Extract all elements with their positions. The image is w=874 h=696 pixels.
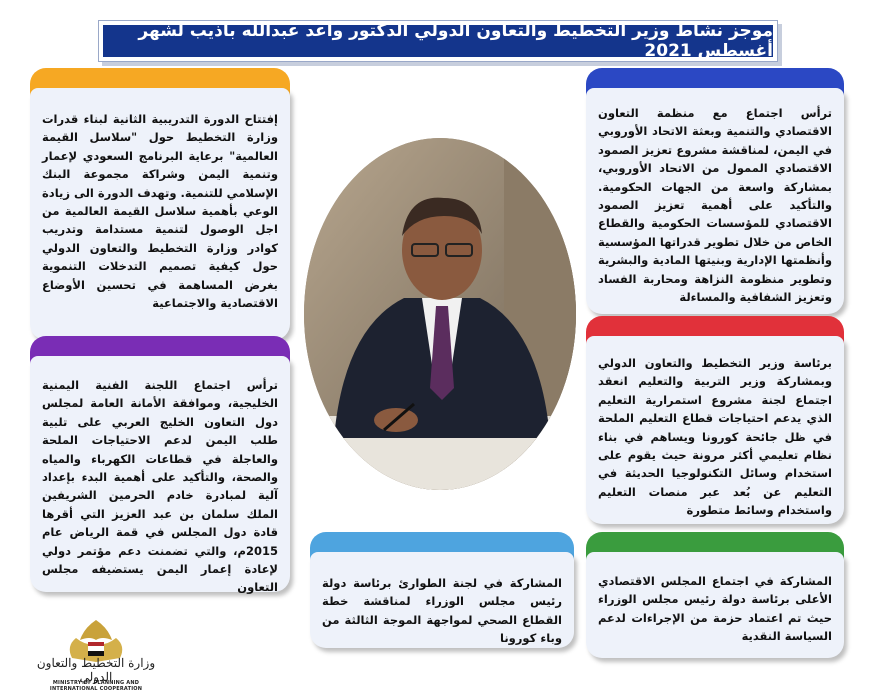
card-economic-council <box>586 532 844 658</box>
card-oecd-eu-text: ترأس اجتماع مع منظمة التعاون الاقتصادي والتنمية وبعثة الاتحاد الأوروبي في اليمن، لمناقشة مشروع تعزيز الصمود الاقتصادي الممول من الاتحاد الأوروبي، بمشاركة واسعة من الجهات الحكومية. والتأكيد على أهمية تعزيز الصمود الاقتصادي للمؤسسات الحكومية والقطاع الخاص من خلال تطوير قدراتها المؤسسية وأنظمتها الإدارية وبنيتها المادية والبشرية وتطوير منظومة النزاهة ومحاربة الفساد وتعزيز الشفافية والمساءلة <box>586 88 844 314</box>
card-education <box>586 316 844 524</box>
card-training-text: إفتتاح الدورة التدريبية الثانية لبناء قدرات وزارة التخطيط حول "سلاسل القيمة العالمية" برعاية البرنامج السعودي لإعمار وتنمية اليمن وشراكة مجموعة البنك الإسلامي للتنمية. وتهدف الدورة الى زيادة الوعي بأهمية سلاسل القيمة العالمية من اجل الوصول لتنمية مستدامة وتدريب كوادر وزارة التخطيط والتعاون الدولي حول كيفية تصميم التدخلات التنموية بغرض المساهمة في تحسين الأوضاع الاقتصادية والاجتماعية <box>30 88 290 340</box>
ministry-name-arabic: وزارة التخطيط والتعاون الدولي <box>36 656 156 684</box>
card-emergency <box>310 532 574 648</box>
ministry-name-english: MINISTRY OF PLANNING AND INTERNATIONAL COOPERATION <box>49 680 143 692</box>
card-gulf <box>30 336 290 595</box>
card-education-text: برئاسة وزير التخطيط والتعاون الدولي وبمشاركة وزير التربية والتعليم انعقد اجتماع لجنة مشروع استمرارية التعليم الذي يدعم احتياجات قطاع التعليم الملحة في ظل جائحة كورونا ويساهم في بناء نظام تعليمي أكثر مرونة حيث يقوم على استخدام وسائل التكنولوجيا الحديثة في التعليم عن بُعد عبر منصات التعليم واستخدام وسائط متطورة <box>586 336 844 524</box>
card-emergency-text: المشاركة في لجنة الطوارئ برئاسة دولة رئيس مجلس الوزراء لمناقشة خطة القطاع الصحي لمواجهة الموجة الثالثة من وباء كورونا <box>310 552 574 648</box>
card-training <box>30 68 290 340</box>
page-title: موجز نشاط وزير التخطيط والتعاون الدولي الدكتور واعد عبدالله باذيب لشهر أغسطس 2021 <box>103 25 773 57</box>
card-oecd-eu <box>586 68 844 314</box>
card-gulf-text: ترأس اجتماع اللجنة الفنية اليمنية الخليجية، وموافقة الأمانة العامة لمجلس دول التعاون الخليج العربي على تلبية طلب اليمن لدعم الاحتياجات الملحة والعاجلة في قطاعات الكهرباء والمياه والصحة، والتأكيد على أهمية البدء بإعداد آلية لمبادرة خادم الحرمين الشريفين الملك سلمان بن عبد العزيز التي أقرها قادة دول المجلس في قمة الرياض عام 2015م، والتي تضمنت دعم مؤتمر دولي لإعادة إعمار اليمن يستضيفه مجلس التعاون <box>30 356 290 592</box>
photo-illustration <box>304 138 576 490</box>
title-bar <box>98 20 778 62</box>
card-economic-council-text: المشاركة في اجتماع المجلس الاقتصادي الأعلى برئاسة دولة رئيس مجلس الوزراء حيث تم اعتماد حزمة من الإجراءات لدعم السياسة النقدية <box>586 552 844 658</box>
ministry-logo <box>36 616 156 696</box>
minister-signing-photo <box>304 138 576 490</box>
